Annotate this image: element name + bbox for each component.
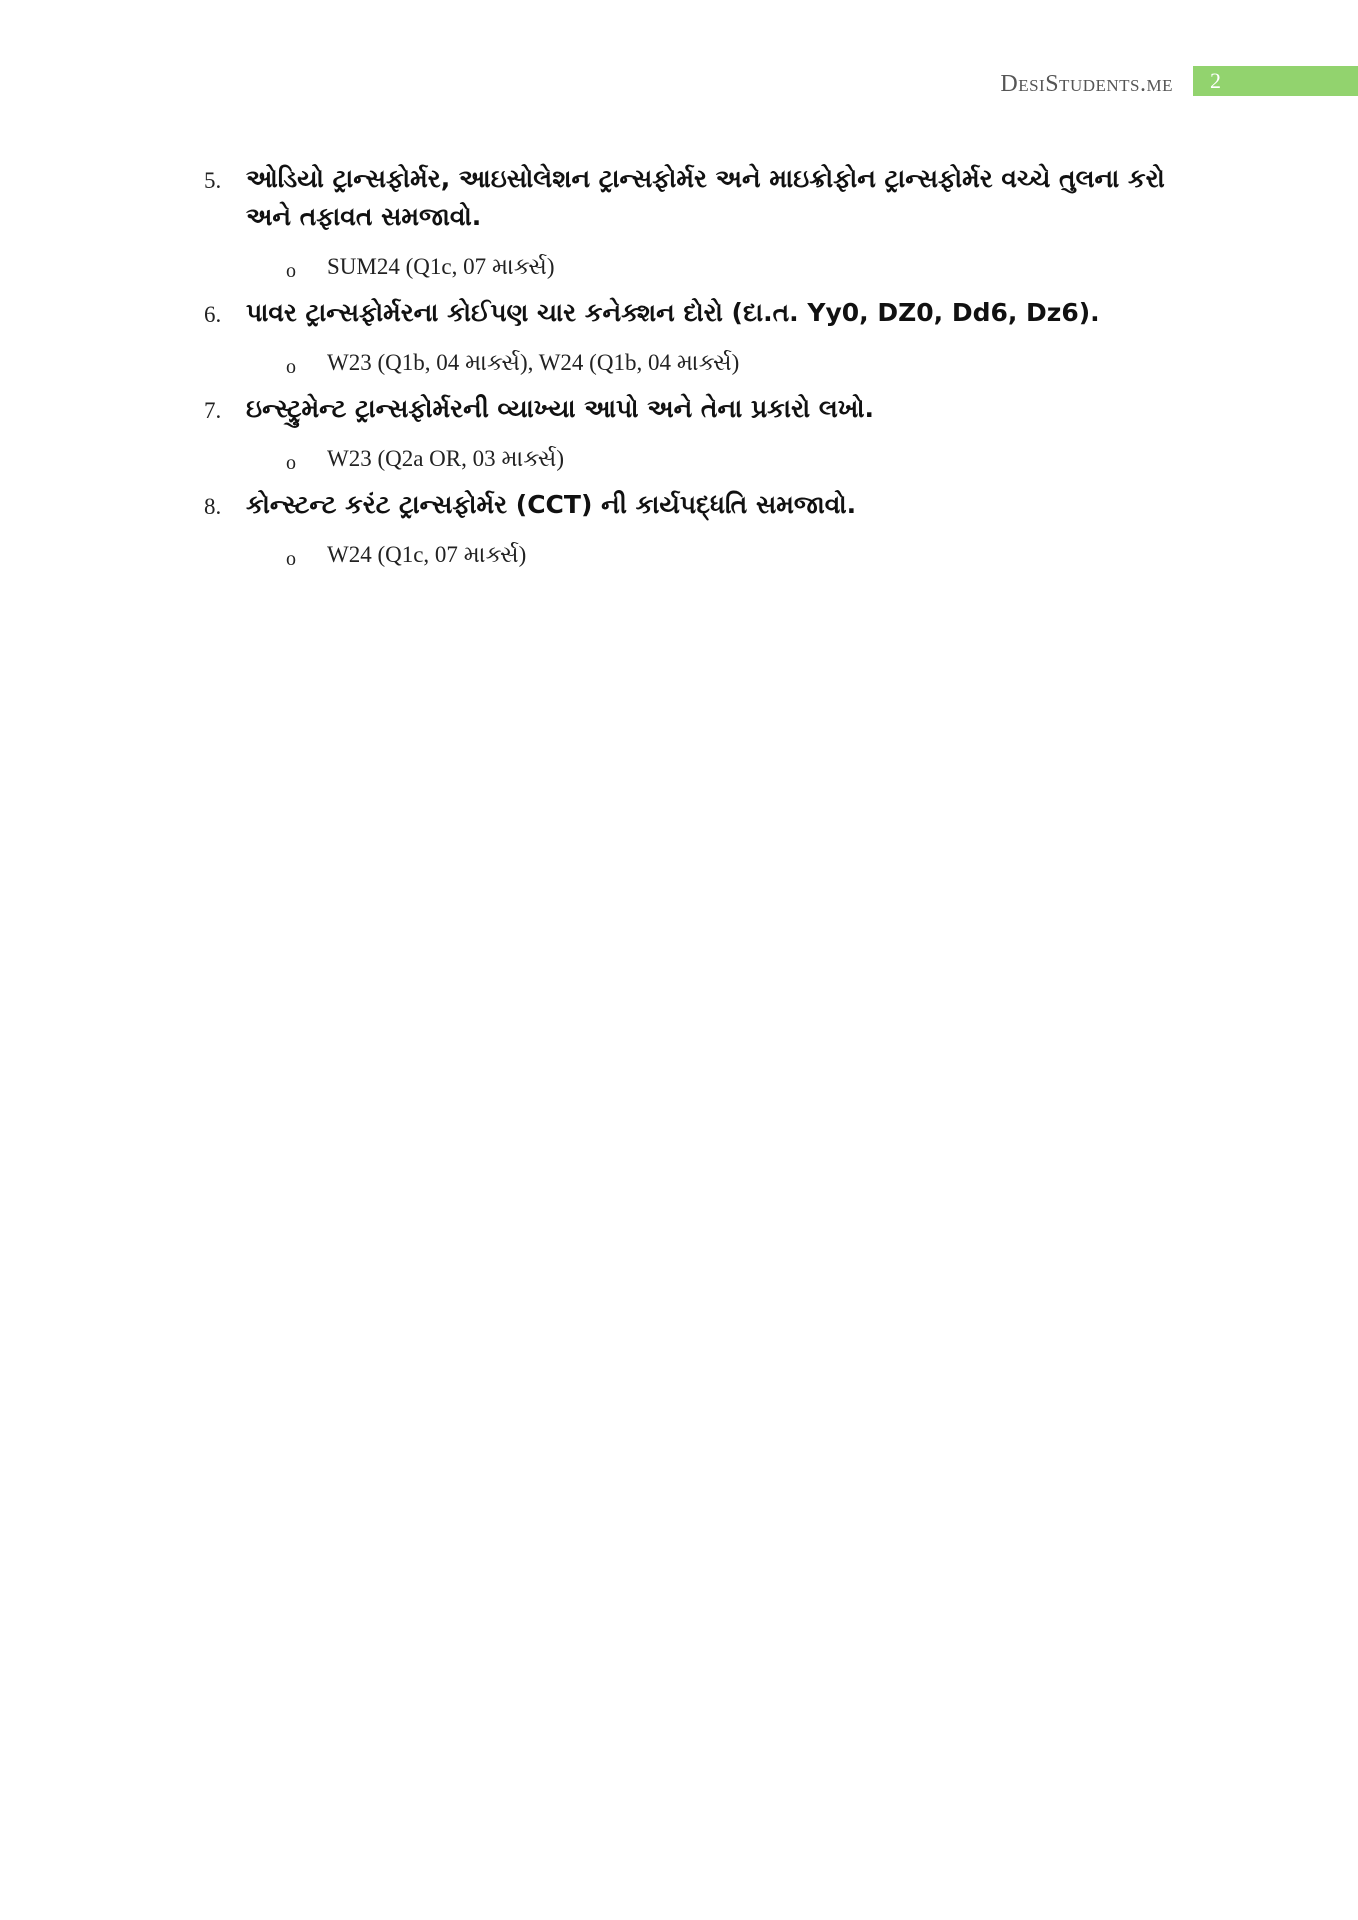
question-item: [0, 160, 1358, 284]
question: [0, 390, 1358, 428]
exam-reference: [0, 442, 1358, 476]
site-name: DesiStudents.me: [1000, 71, 1173, 97]
question-item: [0, 486, 1358, 572]
exam-reference-text: W23 (Q2a OR, 03 માર્ક્સ): [327, 446, 565, 471]
bullet-icon: o: [286, 452, 296, 474]
page-header: [0, 66, 1358, 96]
page-number-box: [1193, 66, 1358, 96]
exam-reference: [0, 250, 1358, 284]
page-number: 2: [1210, 68, 1221, 93]
bullet-icon: o: [286, 260, 296, 282]
question-number: 6.: [204, 302, 222, 327]
question: [0, 160, 1358, 236]
question: [0, 294, 1358, 332]
bullet-icon: o: [286, 356, 296, 378]
question-item: [0, 390, 1358, 476]
bullet-icon: o: [286, 548, 296, 570]
exam-reference-text: W23 (Q1b, 04 માર્ક્સ), W24 (Q1b, 04 માર્ક્સ): [327, 350, 740, 375]
question-text: ઇન્સ્ટ્રુમેન્ટ ટ્રાન્સફોર્મરની વ્યાખ્યા આપો અને તેના પ્રકારો લખો.: [246, 394, 875, 423]
question-number: 7.: [204, 398, 222, 423]
question-text: પાવર ટ્રાન્સફોર્મરના કોઈપણ ચાર કનેક્શન દોરો (દા.ત. Yy0, DZ0, Dd6, Dz6).: [246, 298, 1100, 327]
question-item: [0, 294, 1358, 380]
question-number: 8.: [204, 494, 222, 519]
exam-reference-text: W24 (Q1c, 07 માર્ક્સ): [327, 542, 527, 567]
question: [0, 486, 1358, 524]
question-number: 5.: [204, 168, 222, 193]
exam-reference: [0, 538, 1358, 572]
question-list: [0, 160, 1358, 572]
question-text: કોન્સ્ટન્ટ કરંટ ટ્રાન્સફોર્મર (CCT) ની કાર્યપદ્ધતિ સમજાવો.: [246, 490, 857, 519]
question-text: ઓડિયો ટ્રાન્સફોર્મર, આઇસોલેશન ટ્રાન્સફોર્મર અને માઇક્રોફોન ટ્રાન્સફોર્મર વચ્ચે તુલના કરો અને તફાવત સમજાવો.: [246, 164, 1165, 231]
exam-reference: [0, 346, 1358, 380]
exam-reference-text: SUM24 (Q1c, 07 માર્ક્સ): [327, 254, 555, 279]
